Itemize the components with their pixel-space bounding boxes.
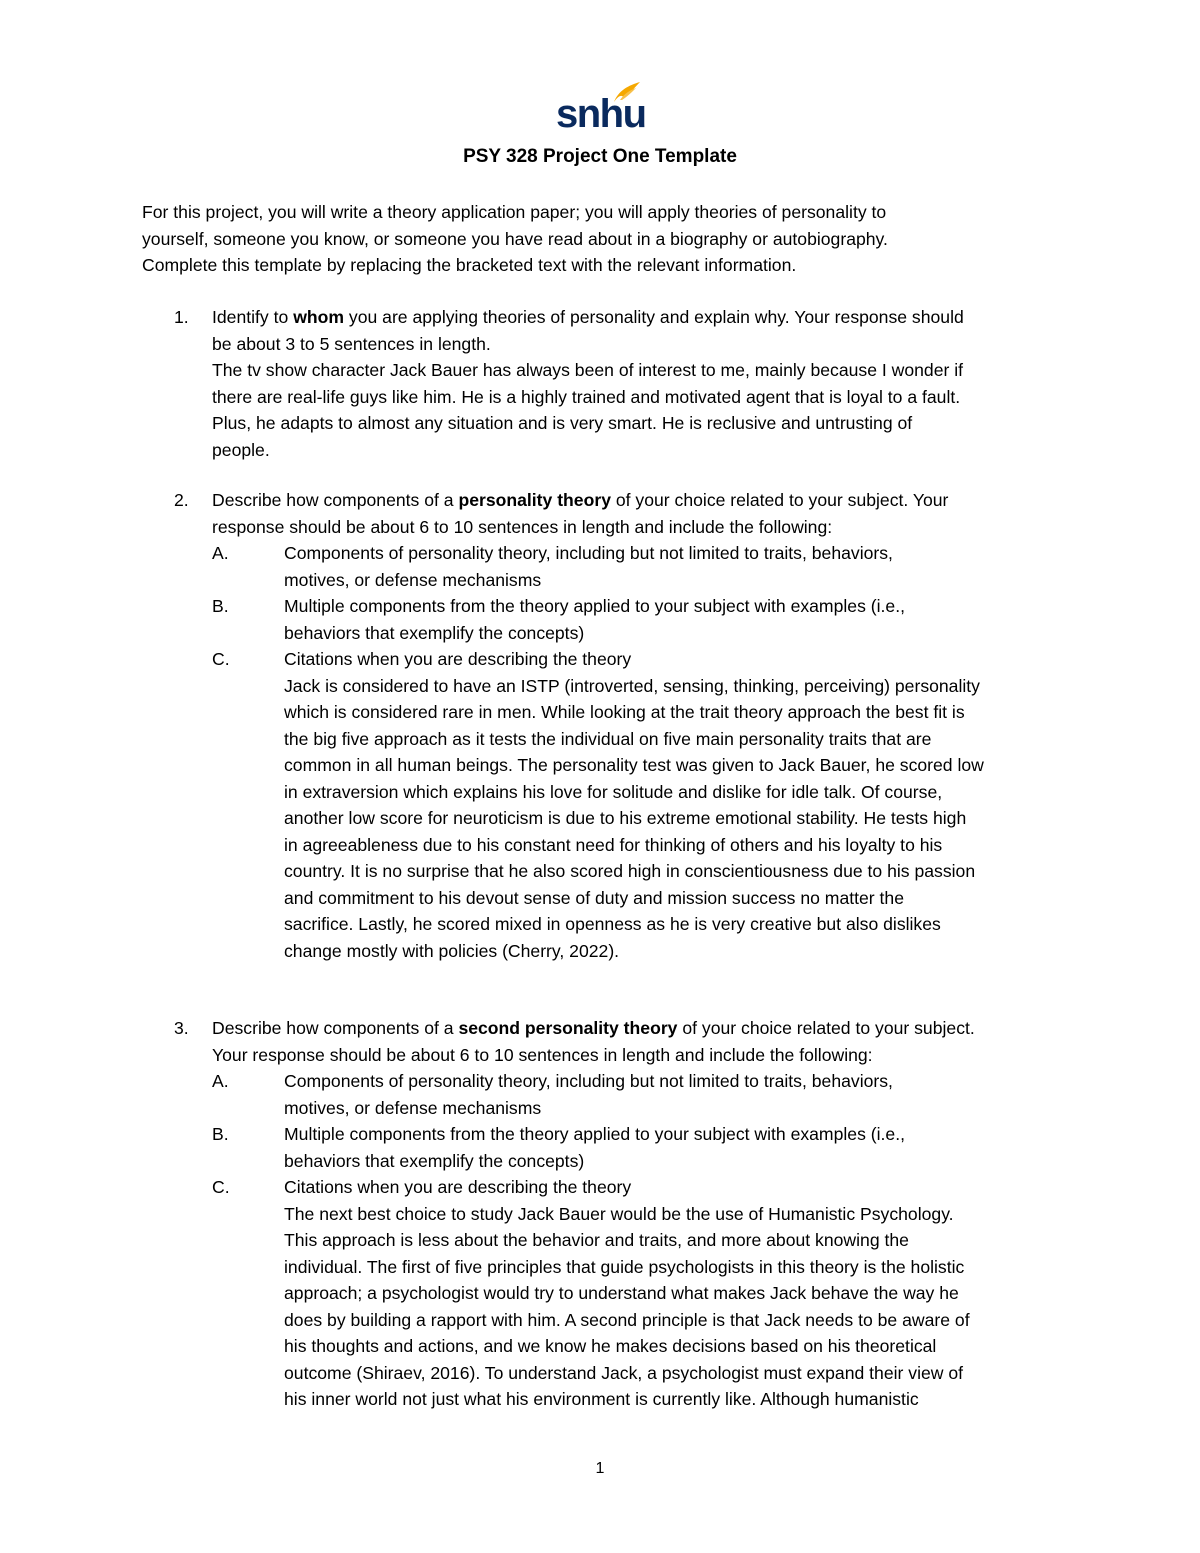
response-line: another low score for neuroticism is due to his extreme emotional stability. He tests high xyxy=(284,808,967,828)
response-line: people. xyxy=(212,439,270,460)
response-line: which is considered rare in men. While looking at the trait theory approach the best fit is xyxy=(284,702,965,722)
response-line: does by building a rapport with him. A second principle is that Jack needs to be aware of xyxy=(284,1309,970,1330)
question-prompt-line: Your response should be about 6 to 10 sentences in length and include the following: xyxy=(212,1044,873,1065)
logo-wordmark: snhu xyxy=(556,92,646,136)
response-line: in agreeableness due to his constant need for thinking of others and his loyalty to his xyxy=(284,834,943,855)
snhu-logo xyxy=(556,84,646,136)
response-line: common in all human beings. The personality test was given to Jack Bauer, he scored low xyxy=(284,755,984,775)
response-line: approach; a psychologist would try to understand what makes Jack behave the way he xyxy=(284,1283,959,1303)
response-line: This approach is less about the behavior and traits, and more about knowing the xyxy=(284,1230,909,1250)
response-line: The next best choice to study Jack Bauer would be the use of Humanistic Psychology. xyxy=(284,1203,954,1224)
response-line: Jack is considered to have an ISTP (introverted, sensing, thinking, perceiving) personality xyxy=(284,675,980,696)
question-prompt: Describe how components of a personality theory of your choice related to your subject. Your xyxy=(212,490,949,510)
response-line: outcome (Shiraev, 2016). To understand Jack, a psychologist must expand their view of xyxy=(284,1362,964,1383)
question-number: 2. xyxy=(174,490,189,510)
response-line: country. It is no surprise that he also scored high in conscientiousness due to his passion xyxy=(284,861,976,881)
question-number: 1. xyxy=(174,307,189,327)
sub-item-b: B. Multiple components from the theory applied to your subject with examples (i.e., behaviors that exemplify the concepts) xyxy=(212,596,905,643)
page-number: 1 xyxy=(595,1460,605,1477)
sub-item-b: B. Multiple components from the theory applied to your subject with examples (i.e., behaviors that exemplify the concepts) xyxy=(212,1124,905,1171)
response-line: the big five approach as it tests the individual on five main personality traits that are xyxy=(284,728,932,749)
response-line: there are real-life guys like him. He is a highly trained and motivated agent that is loyal to a fault. xyxy=(212,386,961,407)
response-line: his inner world not just what his environment is currently like. Although humanistic xyxy=(284,1389,919,1409)
sub-item-c: C. Citations when you are describing the theory Jack is considered to have an ISTP (introverted, sensing, thinking, perceiving) personality which is considered rare in men. While looking at the trait theory approach the best fit is the big five approach as it tests the individual on five main personality traits that are common in all human beings. The personality test was given to Jack Bauer, he scored low in extraversion which explains his love for solitude and dislike for idle talk. Of course, another low score for neuroticism is due to his extreme emotional stability. He tests high in agreeableness due to his constant need for thinking of others and his loyalty to his country. It is no surprise that he also scored high in conscientiousness due to his passion and commitment to his devout sense of duty and mission success no matter the sacrifice. Lastly, he scored mixed in openness as he is very creative but also dislikes change mostly with policies (Cherry, 2022). xyxy=(212,646,948,964)
response-line: sacrifice. Lastly, he scored mixed in openness as he is very creative but also dislikes xyxy=(284,914,941,934)
response-line: The tv show character Jack Bauer has always been of interest to me, mainly because I wonder if xyxy=(212,360,964,380)
intro-line: yourself, someone you know, or someone you have read about in a biography or autobiography. xyxy=(142,228,888,249)
page-title: PSY 328 Project One Template xyxy=(463,146,737,167)
question-body xyxy=(212,1015,975,1413)
intro-line: For this project, you will write a theory application paper; you will apply theories of personality to xyxy=(142,202,887,222)
response-line: change mostly with policies (Cherry, 2022). xyxy=(284,940,620,961)
sub-item-c: C. Citations when you are describing the theory The next best choice to study Jack Bauer would be the use of Humanistic Psychology. This approach is less about the behavior and traits, and more about knowing the individual. The first of five principles that guide psychologists in this theory is the holistic approach; a psychologist would try to understand what makes Jack behave the way he does by building a rapport with him. A second principle is that Jack needs to be aware of his thoughts and actions, and we know he makes decisions based on his theoretical outcome (Shiraev, 2016). To understand Jack, a psychologist must expand their view of his inner world not just what his environment is currently like. Although humanistic xyxy=(212,1174,975,1413)
sub-item-a: A. Components of personality theory, including but not limited to traits, behaviors, motives, or defense mechanisms xyxy=(212,1071,893,1118)
intro-paragraph xyxy=(142,199,888,279)
response-line: individual. The first of five principles that guide psychologists in this theory is the holistic xyxy=(284,1256,965,1277)
question-body xyxy=(212,487,984,964)
question-body xyxy=(212,304,964,463)
intro-line: Complete this template by replacing the bracketed text with the relevant information. xyxy=(142,255,797,275)
question-prompt-line: be about 3 to 5 sentences in length. xyxy=(212,333,491,354)
response-line: in extraversion which explains his love for solitude and dislike for idle talk. Of course, xyxy=(284,781,943,802)
question-prompt-line: response should be about 6 to 10 sentences in length and include the following: xyxy=(212,516,833,537)
response-line: Plus, he adapts to almost any situation and is very smart. He is reclusive and untrusting of xyxy=(212,413,913,433)
response-line: his thoughts and actions, and we know he makes decisions based on his theoretical xyxy=(284,1336,937,1356)
response-line: and commitment to his devout sense of duty and mission success no matter the xyxy=(284,887,904,908)
question-prompt: Identify to whom you are applying theories of personality and explain why. Your response should xyxy=(212,307,964,327)
sub-item-a: A. Components of personality theory, including but not limited to traits, behaviors, motives, or defense mechanisms xyxy=(212,543,893,590)
question-number: 3. xyxy=(174,1018,189,1038)
question-prompt: Describe how components of a second personality theory of your choice related to your subject. xyxy=(212,1018,975,1038)
